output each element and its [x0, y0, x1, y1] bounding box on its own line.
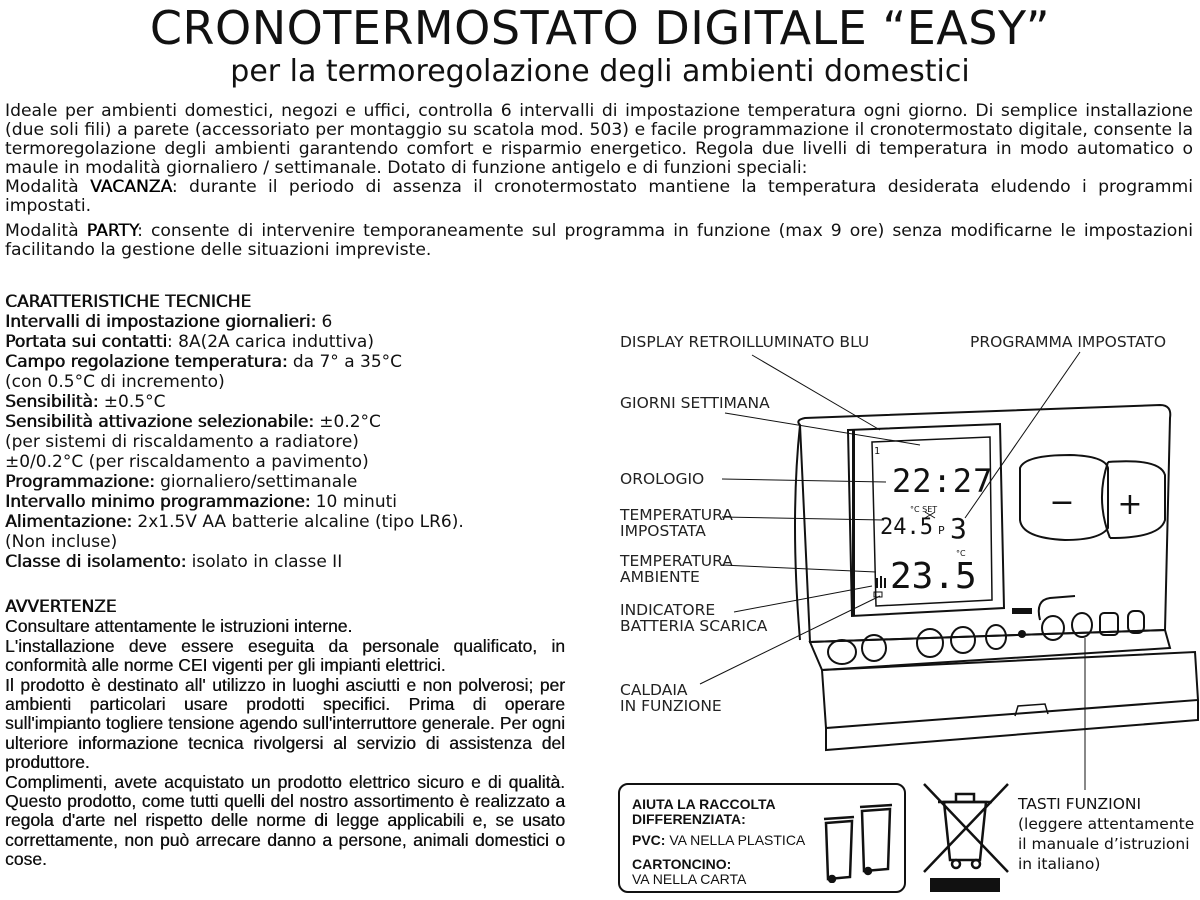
- spec-row: [5, 452, 565, 472]
- spec-label: Programmazione:: [5, 472, 155, 492]
- callout-line: TEMPERATURA: [620, 552, 733, 570]
- page-subtitle: per la termoregolazione degli ambienti domestici: [230, 54, 970, 89]
- warning-paragraph: Consultare attentamente le istruzioni interne.: [5, 616, 353, 637]
- tasti-line: il manuale d’istruzioni: [1018, 835, 1190, 853]
- lcd-ambient: 23.5: [890, 556, 977, 597]
- spec-value: 2x1.5V AA batterie alcaline (tipo LR6).: [131, 512, 464, 532]
- callout-giorni: GIORNI SETTIMANA: [620, 394, 770, 412]
- callout-line: IMPOSTATA: [620, 522, 706, 540]
- tasti-funzioni-note: [1018, 794, 1200, 874]
- warnings-heading: AVVERTENZE: [5, 597, 117, 617]
- lcd-set-unit: °C SET: [910, 505, 938, 514]
- boiler-flame-icon: [876, 576, 886, 588]
- spec-row: [5, 372, 565, 392]
- flip-cover: [822, 652, 1198, 728]
- tasti-line: (leggere attentamente: [1018, 815, 1195, 833]
- spec-label: Intervalli di impostazione giornalieri:: [5, 312, 317, 332]
- page-title: CRONOTERMOSTATO DIGITALE “EASY”: [149, 1, 1051, 55]
- spec-row: [5, 432, 565, 452]
- minus-icon: −: [1049, 485, 1075, 520]
- cartoncino-key: CARTONCINO:: [632, 856, 732, 872]
- tasti-title: TASTI FUNZIONI: [1018, 795, 1142, 813]
- intro-p2-prefix: Modalità: [5, 221, 87, 241]
- callout-line: INDICATORE: [620, 601, 716, 619]
- func-button: [1128, 611, 1144, 633]
- device-lower: [810, 630, 1170, 670]
- callout-line: BATTERIA SCARICA: [620, 617, 768, 635]
- callout-line: CALDAIA: [620, 681, 688, 699]
- callout-line: AMBIENTE: [620, 568, 700, 586]
- spec-row: [5, 532, 565, 552]
- lcd-ambient-unit: °C: [956, 549, 966, 558]
- intro-paragraph-1: [5, 102, 1193, 216]
- intro-p1b-rest: : durante il periodo di assenza il cronotermostato mantiene la temperatura desiderata eludendo i programmi impostati.: [5, 177, 1193, 216]
- spec-row: [5, 552, 565, 572]
- pvc-key: PVC:: [632, 832, 666, 848]
- specs-heading: CARATTERISTICHE TECNICHE: [5, 292, 252, 312]
- lcd-clock: 22:27: [892, 462, 994, 500]
- spec-label: Portata sui contatti: [5, 332, 168, 352]
- vacanza-keyword: VACANZA: [89, 177, 172, 197]
- spec-label: Alimentazione:: [5, 512, 132, 532]
- warning-paragraph: Il prodotto è destinato all' utilizzo in luoghi asciutti e non polverosi; per ambienti particolari usare prodotti specifici. Prima di operare sull'impianto togliere tensione agendo sull'interruttore generale. Per ogni ulteriore informazione tecnica rivolgersi al servizio di assistenza del produttore.: [5, 674, 565, 773]
- indicator-dot: [1018, 630, 1026, 638]
- spec-value: da 7° a 35°C: [287, 352, 403, 372]
- thermostat-illustration: [600, 320, 1200, 800]
- intro-p1b-prefix: Modalità: [5, 177, 90, 197]
- warning-paragraph: L'installazione deve essere eseguita da personale qualificato, in conformità alle norme CEI vigenti per gli impianti elettrici.: [5, 635, 565, 676]
- spec-value: 6: [316, 312, 333, 332]
- spec-value: ±0/0.2°C (per riscaldamento a pavimento): [5, 452, 369, 472]
- spec-value: : 8A(2A carica induttiva): [167, 332, 374, 352]
- recycle-line: AIUTA LA RACCOLTA: [632, 796, 776, 812]
- warnings-section: [5, 598, 565, 870]
- callout-orologio: OROLOGIO: [620, 470, 705, 488]
- spec-value: giornaliero/settimanale: [154, 472, 358, 492]
- recycle-heading: [632, 797, 776, 827]
- tasti-line: in italiano): [1018, 855, 1101, 873]
- spec-row: [5, 472, 565, 492]
- slot-mark: [1012, 608, 1032, 614]
- spec-row: [5, 332, 565, 352]
- spec-value: ±0.2°C: [313, 412, 381, 432]
- lcd-set-temp: 24.5: [880, 515, 933, 540]
- recycle-pvc: [632, 833, 805, 848]
- spec-label: Sensibilità:: [5, 392, 99, 412]
- callout-programma: PROGRAMMA IMPOSTATO: [970, 333, 1167, 351]
- func-button: [828, 640, 856, 664]
- spec-value: isolato in classe II: [186, 552, 343, 572]
- spec-row: [5, 512, 565, 532]
- specs-section: [5, 292, 565, 572]
- intro-text: [5, 102, 1193, 266]
- pvc-value: VA NELLA PLASTICA: [665, 832, 806, 848]
- plus-icon: +: [1117, 487, 1143, 522]
- lcd-program-num: 3: [950, 512, 967, 545]
- intro-p1-text: Ideale per ambienti domestici, negozi e uffici, controlla 6 intervalli di impostazione temperatura ogni giorno. Di semplice installazione (due soli fili) a parete (accessoriato per montaggio su scatola mod. 503) e facile programmazione il cronotermostato digitale, consente la termoregolazione degli ambienti garantendo comfort e risparmio energetico. Regola due livelli di temperatura in modo automatico o maule in modalità giornaliero / settimanale. Dotato di funzione antigelo e di funzioni speciali:: [5, 101, 1193, 178]
- spec-row: [5, 492, 565, 512]
- recycle-cartoncino: [632, 857, 746, 887]
- recycle-box: [618, 783, 906, 893]
- leader-line: [722, 479, 886, 482]
- party-keyword: PARTY: [86, 221, 138, 241]
- spec-value: (con 0.5°C di incremento): [5, 372, 225, 392]
- leader-line: [752, 355, 880, 430]
- weee-bin-icon: [916, 780, 1016, 895]
- func-button: [1042, 616, 1064, 640]
- intro-paragraph-2: [5, 222, 1193, 260]
- spec-row: [5, 352, 565, 372]
- func-button: [986, 625, 1006, 649]
- spec-value: 10 minuti: [310, 492, 397, 512]
- func-button: [917, 629, 943, 657]
- spec-value: ±0.5°C: [98, 392, 166, 412]
- spec-row: [5, 412, 565, 432]
- spec-label: Classe di isolamento:: [5, 552, 187, 572]
- func-button: [951, 627, 975, 653]
- leader-line: [722, 517, 884, 520]
- spec-label: Sensibilità attivazione selezionabile:: [5, 412, 314, 432]
- lcd-day: 1: [874, 446, 881, 457]
- lcd-shade: [852, 430, 855, 616]
- intro-p2-rest: : consente di intervenire temporaneamente sul programma in funzione (max 9 ore) senza modificarne le impostazioni facilitando la gestione delle situazioni impreviste.: [5, 221, 1193, 260]
- bins-icon: [820, 799, 902, 883]
- device-edge: [795, 425, 800, 640]
- warning-paragraph: Complimenti, avete acquistato un prodotto elettrico sicuro e di qualità. Questo prodotto, come tutti quelli del nostro assortimento è realizzato a regola d'arte nel rispetto delle norme di legge applicabili e, se usato correttamente, non può arrecare danno a persone, animali domestici o cose.: [5, 771, 565, 870]
- spec-value: (Non incluse): [5, 532, 118, 552]
- callout-line: IN FUNZIONE: [620, 697, 722, 715]
- spec-label: Intervallo minimo programmazione:: [5, 492, 311, 512]
- spec-value: (per sistemi di riscaldamento a radiatore): [5, 432, 359, 452]
- flip-cover-edge: [826, 700, 1198, 750]
- callout-line: TEMPERATURA: [620, 506, 733, 524]
- spec-row: [5, 392, 565, 412]
- cartoncino-value: VA NELLA CARTA: [632, 871, 747, 887]
- spec-row: [5, 312, 565, 332]
- lcd-program-letter: P: [938, 524, 945, 537]
- recycle-line: DIFFERENZIATA:: [632, 811, 746, 827]
- spec-label: Campo regolazione temperatura:: [5, 352, 288, 372]
- callout-display: DISPLAY RETROILLUMINATO BLU: [620, 333, 870, 351]
